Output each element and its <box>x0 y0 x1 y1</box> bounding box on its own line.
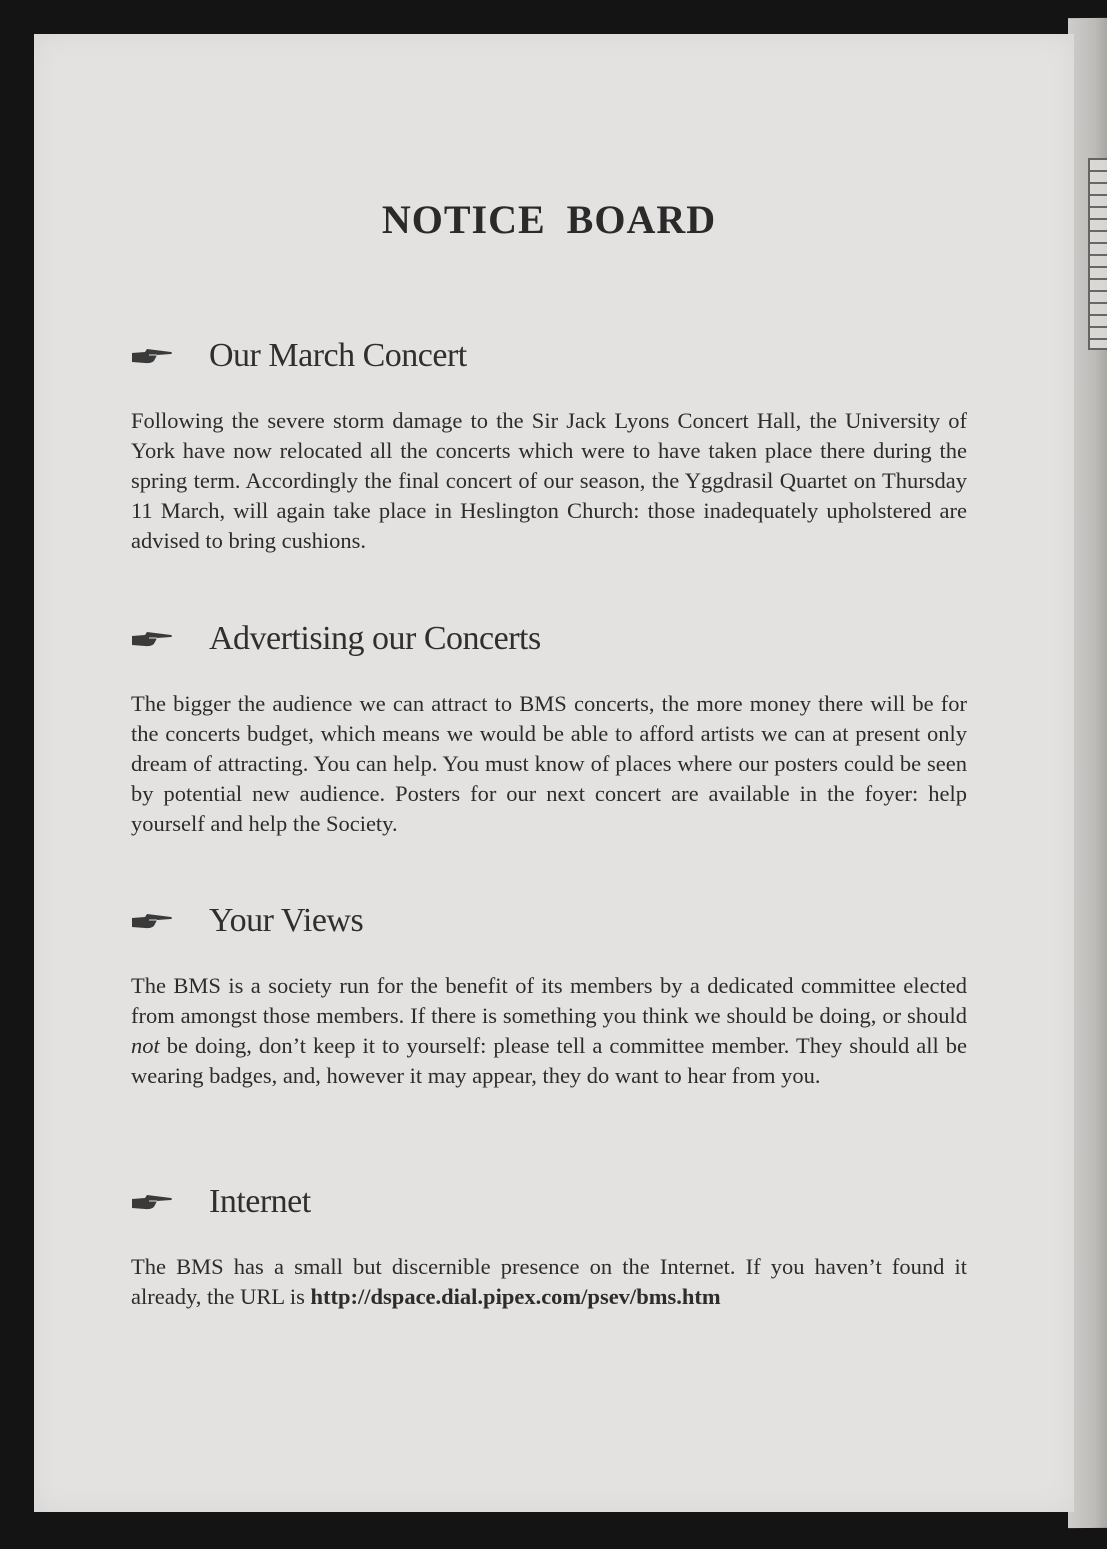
section-heading <box>131 617 967 661</box>
section-heading <box>131 1180 967 1224</box>
section-body <box>131 1252 967 1312</box>
section-body: The bigger the audience we can attract to BMS concerts, the more money there will be for the concerts budget, which means we would be able to afford artists we can at present only dream of attracting. You can help. You must know of places where our posters could be seen by potential new audience. Posters for our next concert are available in the foyer: help yourself and help the Society. <box>131 691 967 836</box>
pointing-hand-icon <box>131 1192 173 1212</box>
section-body: Following the severe storm damage to the Sir Jack Lyons Concert Hall, the University of York have now relocated all the concerts which were to have taken place there during the spring term. Accordingly the final concert of our season, the Yggdrasil Quartet on Thursday 11 March, will again take place in Heslington Church: those inadequately upholstered are advised to bring cushions. <box>131 408 967 553</box>
body-text: The BMS has a small but discernible presence on the Internet. If you haven’t found it already, the URL is <box>131 1254 967 1309</box>
page-edge-ornament <box>1088 158 1107 350</box>
section-heading-text: Internet <box>209 1183 311 1220</box>
body-text: The BMS is a society run for the benefit of its members by a dedicated committee elected from amongst those members. If there is something you think we should be doing, or should <box>131 973 967 1028</box>
section-heading <box>131 899 967 943</box>
section-internet <box>131 1180 967 1335</box>
section-heading <box>131 334 967 378</box>
page-title: NOTICE BOARD <box>381 197 717 242</box>
section-advertising <box>131 617 967 862</box>
pointing-hand-icon <box>131 629 173 649</box>
emphasis-text: not <box>131 1033 160 1058</box>
section-your-views <box>131 899 967 1114</box>
pointing-hand-icon <box>131 911 173 931</box>
pointing-hand-icon <box>131 346 173 366</box>
section-heading-text: Advertising our Concerts <box>209 620 541 657</box>
section-heading-text: Your Views <box>209 902 364 939</box>
section-march-concert <box>131 334 967 579</box>
body-text: be doing, don’t keep it to yourself: please tell a committee member. They should all be wearing badges, and, however it may appear, they do want to hear from you. <box>131 1033 967 1088</box>
section-body <box>131 971 967 1091</box>
website-url: http://dspace.dial.pipex.com/psev/bms.htm <box>310 1284 721 1309</box>
section-heading-text: Our March Concert <box>209 337 467 374</box>
